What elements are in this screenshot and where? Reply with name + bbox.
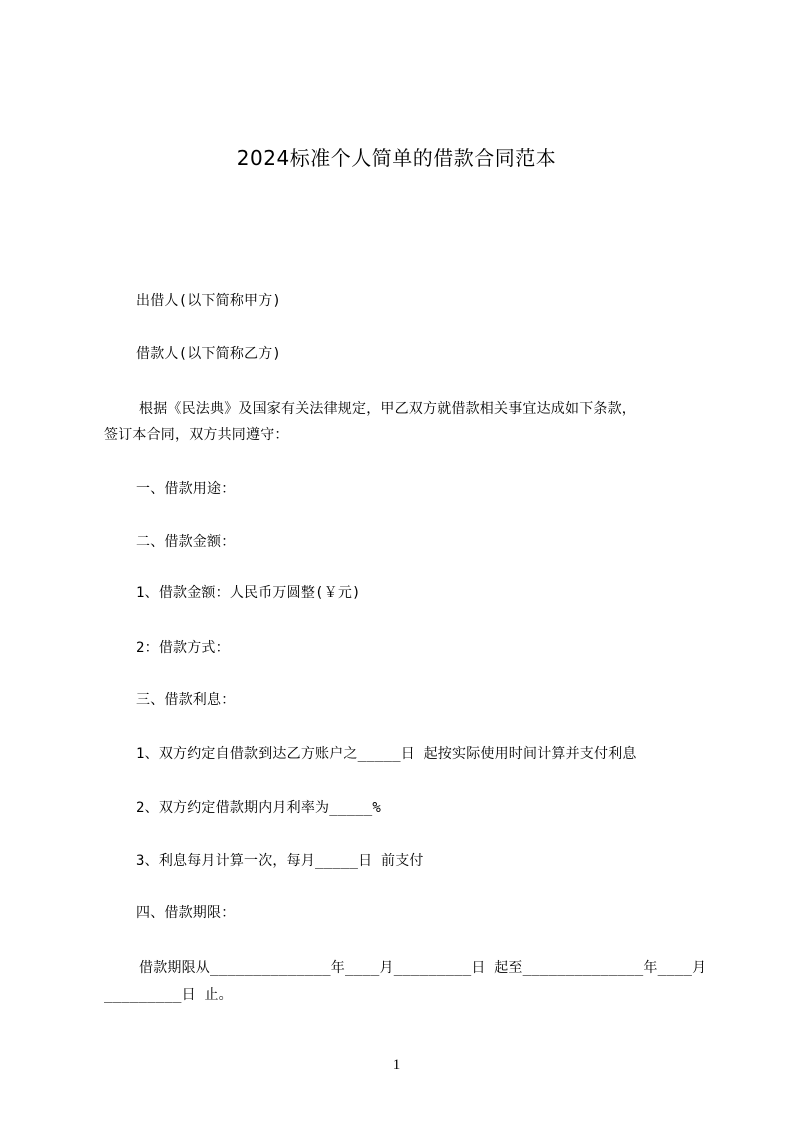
section-heading-purpose: 一、借款用途：: [136, 481, 236, 497]
section-heading-amount: 二、借款金额：: [136, 534, 236, 550]
borrower-line: 借款人(以下简称乙方): [136, 346, 282, 362]
section-heading-interest: 三、借款利息：: [136, 692, 236, 708]
interest-item-2: 2、双方约定借款期内月利率为_____%: [136, 800, 382, 816]
method-item: 2：借款方式：: [136, 640, 230, 656]
preamble-line-2: 签订本合同，双方共同遵守：: [104, 427, 289, 443]
section-heading-term: 四、借款期限：: [136, 905, 236, 921]
lender-line: 出借人(以下简称甲方): [136, 293, 282, 309]
interest-item-1: 1、双方约定自借款到达乙方账户之_____日 起按实际使用时间计算并支付利息: [136, 746, 637, 762]
document-title: 2024标准个人简单的借款合同范本: [236, 146, 557, 170]
interest-item-3: 3、利息每月计算一次，每月_____日 前支付: [136, 853, 424, 869]
amount-item: 1、借款金额：人民币万圆整(￥元): [136, 585, 361, 601]
page-number: 1: [392, 1057, 401, 1073]
term-line-2: _________日 止。: [104, 987, 233, 1003]
preamble-line-1: 根据《民法典》及国家有关法律规定，甲乙双方就借款相关事宜达成如下条款，: [139, 401, 636, 417]
term-line-1: 借款期限从______________年____月_________日 起至______________年____月: [139, 960, 707, 976]
